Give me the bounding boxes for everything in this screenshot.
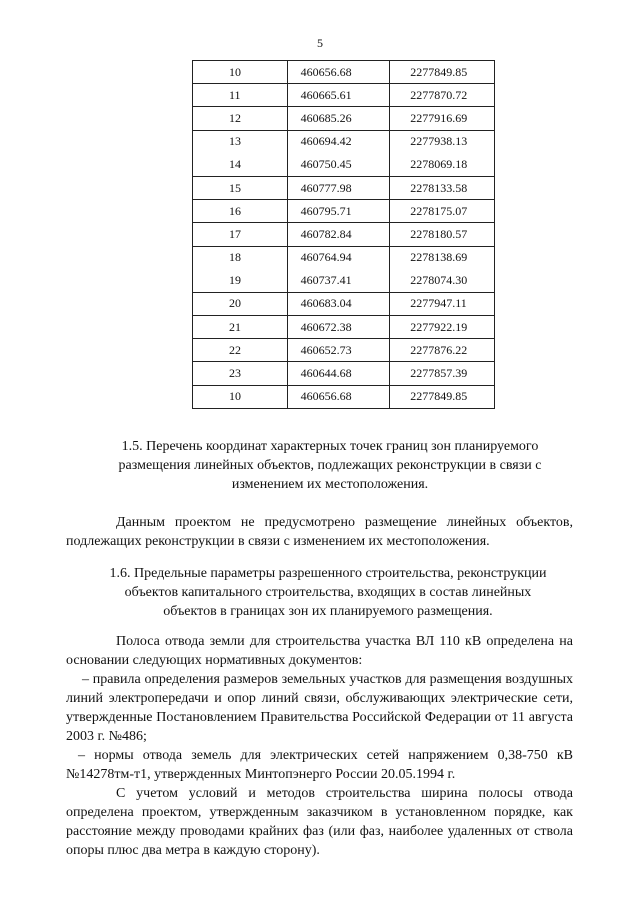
table-row bbox=[193, 61, 495, 84]
point-number-cell: 14 bbox=[193, 153, 288, 176]
page-number: 5 bbox=[317, 36, 323, 50]
table-row bbox=[193, 223, 495, 246]
point-number-cell: 23 bbox=[193, 362, 288, 385]
x-coordinate-cell: 460750.45 bbox=[287, 153, 390, 176]
table-row bbox=[193, 246, 495, 269]
y-coordinate-cell: 2277857.39 bbox=[390, 362, 495, 385]
point-number-cell: 19 bbox=[193, 269, 288, 292]
section-1-6-intro: Полоса отвода земли для строительства участка ВЛ 110 кВ определена на основании следующих нормативных документов: bbox=[66, 634, 573, 668]
x-coordinate-cell: 460685.26 bbox=[287, 107, 390, 130]
table-row bbox=[193, 84, 495, 107]
section-1-6-heading: 1.6. Предельные параметры разрешенного строительства, реконструкции объектов капитального строительства, входящих в состав линейных объектов в границах зон их планируемого размещения. bbox=[109, 566, 547, 619]
point-number-cell: 21 bbox=[193, 316, 288, 339]
section-1-5-text: Данным проектом не предусмотрено размещение линейных объектов, подлежащих реконструкции в связи с изменением их местоположения. bbox=[66, 515, 573, 549]
table-row bbox=[193, 292, 495, 315]
x-coordinate-cell: 460795.71 bbox=[287, 200, 390, 223]
point-number-cell: 10 bbox=[193, 385, 288, 408]
y-coordinate-cell: 2277938.13 bbox=[390, 130, 495, 153]
x-coordinate-cell: 460694.42 bbox=[287, 130, 390, 153]
section-1-6-closing: С учетом условий и методов строительства ширина полосы отвода определена проектом, утвержденным заказчиком в установленном порядке, как расстояние между проводами крайних фаз (или фаз, наиболее удаленных от ствола опоры плюс два метра в каждую сторону). bbox=[66, 786, 573, 858]
y-coordinate-cell: 2277916.69 bbox=[390, 107, 495, 130]
table-row bbox=[193, 269, 495, 292]
x-coordinate-cell: 460656.68 bbox=[287, 61, 390, 84]
y-coordinate-cell: 2278069.18 bbox=[390, 153, 495, 176]
coordinates-table bbox=[192, 60, 495, 409]
y-coordinate-cell: 2278175.07 bbox=[390, 200, 495, 223]
table-row bbox=[193, 176, 495, 199]
point-number-cell: 15 bbox=[193, 176, 288, 199]
x-coordinate-cell: 460764.94 bbox=[287, 246, 390, 269]
point-number-cell: 18 bbox=[193, 246, 288, 269]
y-coordinate-cell: 2278180.57 bbox=[390, 223, 495, 246]
x-coordinate-cell: 460683.04 bbox=[287, 292, 390, 315]
section-1-6-item-1: – правила определения размеров земельных участков для размещения воздушных линий электропередачи и опор линий связи, обслуживающих электрические сети, утвержденные Постановлением Правительства Российской Федерации от 11 августа 2003 г. №486; bbox=[66, 672, 573, 744]
y-coordinate-cell: 2277849.85 bbox=[390, 385, 495, 408]
section-1-5-heading: 1.5. Перечень координат характерных точек границ зон планируемого размещения линейных объектов, подлежащих реконструкции в связи с изменением их местоположения. bbox=[118, 439, 542, 492]
point-number-cell: 10 bbox=[193, 61, 288, 84]
y-coordinate-cell: 2277876.22 bbox=[390, 339, 495, 362]
table-row bbox=[193, 200, 495, 223]
y-coordinate-cell: 2278133.58 bbox=[390, 176, 495, 199]
y-coordinate-cell: 2278138.69 bbox=[390, 246, 495, 269]
table-row bbox=[193, 107, 495, 130]
y-coordinate-cell: 2278074.30 bbox=[390, 269, 495, 292]
section-1-6-item-2: – нормы отвода земель для электрических сетей напряжением 0,38-750 кВ №14278тм-т1, утвержденных Минтопэнерго России 20.05.1994 г. bbox=[66, 748, 573, 782]
x-coordinate-cell: 460644.68 bbox=[287, 362, 390, 385]
x-coordinate-cell: 460782.84 bbox=[287, 223, 390, 246]
y-coordinate-cell: 2277922.19 bbox=[390, 316, 495, 339]
x-coordinate-cell: 460665.61 bbox=[287, 84, 390, 107]
x-coordinate-cell: 460777.98 bbox=[287, 176, 390, 199]
x-coordinate-cell: 460737.41 bbox=[287, 269, 390, 292]
table-row bbox=[193, 153, 495, 176]
y-coordinate-cell: 2277870.72 bbox=[390, 84, 495, 107]
point-number-cell: 16 bbox=[193, 200, 288, 223]
table-row bbox=[193, 130, 495, 153]
point-number-cell: 11 bbox=[193, 84, 288, 107]
y-coordinate-cell: 2277947.11 bbox=[390, 292, 495, 315]
table-row bbox=[193, 385, 495, 408]
y-coordinate-cell: 2277849.85 bbox=[390, 61, 495, 84]
point-number-cell: 22 bbox=[193, 339, 288, 362]
table-row bbox=[193, 316, 495, 339]
point-number-cell: 17 bbox=[193, 223, 288, 246]
point-number-cell: 13 bbox=[193, 130, 288, 153]
point-number-cell: 20 bbox=[193, 292, 288, 315]
table-row bbox=[193, 339, 495, 362]
x-coordinate-cell: 460672.38 bbox=[287, 316, 390, 339]
x-coordinate-cell: 460652.73 bbox=[287, 339, 390, 362]
x-coordinate-cell: 460656.68 bbox=[287, 385, 390, 408]
point-number-cell: 12 bbox=[193, 107, 288, 130]
table-row bbox=[193, 362, 495, 385]
